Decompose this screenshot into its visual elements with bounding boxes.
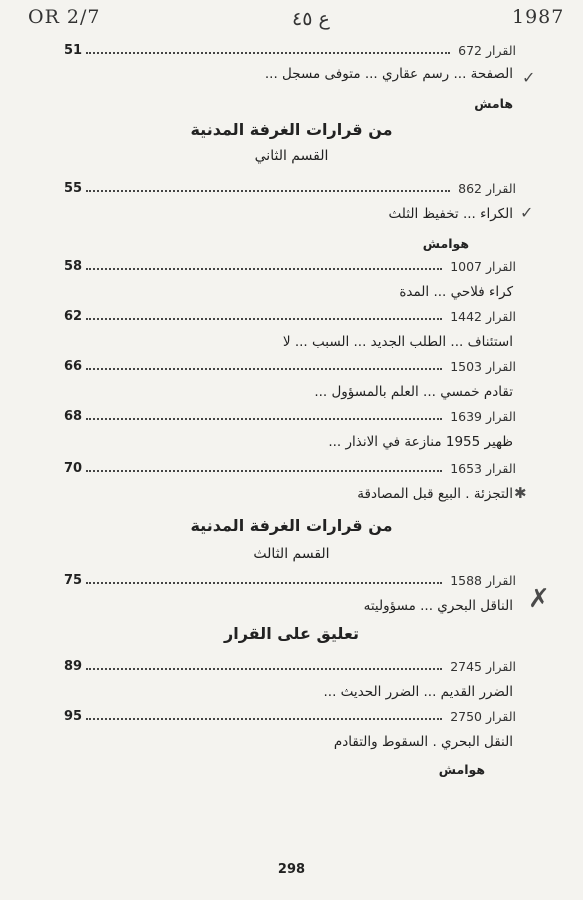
handwritten-ref: OR 2/7 xyxy=(28,6,101,28)
section-heading: من قرارات الغرفة المدنية xyxy=(190,120,393,139)
leader-dots xyxy=(86,318,442,320)
check-mark-icon: ✓ xyxy=(522,68,536,87)
toc-row[interactable] xyxy=(64,356,516,374)
decision-number: القرار 2750 xyxy=(450,709,516,724)
decision-number: القرار 1503 xyxy=(450,359,516,374)
decision-number: القرار 1588 xyxy=(450,573,516,588)
decision-number: القرار 1639 xyxy=(450,409,516,424)
toc-row[interactable] xyxy=(64,458,516,476)
entry-note: هوامش xyxy=(438,762,485,777)
page-ref: 89 xyxy=(64,659,83,674)
handwritten-code: ع ٤٥ xyxy=(292,8,330,30)
entry-title: الصفحة ... رسم عقاري ... متوفى مسجل ... xyxy=(264,66,513,82)
page-number: 298 xyxy=(277,862,306,877)
page-ref: 70 xyxy=(64,461,83,476)
toc-row[interactable] xyxy=(64,406,516,424)
toc-row[interactable] xyxy=(64,306,516,324)
leader-dots xyxy=(86,418,442,420)
decision-number: القرار 1653 xyxy=(450,461,516,476)
star-mark-icon: ✱ xyxy=(514,484,527,502)
toc-row[interactable] xyxy=(64,706,516,724)
leader-dots xyxy=(86,190,450,192)
toc-row[interactable] xyxy=(64,178,516,196)
decision-number: القرار 1442 xyxy=(450,309,516,324)
entry-title: الناقل البحري ... مسؤوليته xyxy=(363,598,513,614)
entry-title: كراء فلاحي ... المدة xyxy=(399,284,513,300)
page-ref: 75 xyxy=(64,573,83,588)
entry-title: النقل البحري . السقوط والتقادم xyxy=(333,734,513,750)
entry-title: ظهير 1955 منازعة في الانذار ... xyxy=(328,434,513,450)
check-mark-icon: ✓ xyxy=(520,203,534,222)
leader-dots xyxy=(86,582,442,584)
entry-title: تقادم خمسي ... العلم بالمسؤول ... xyxy=(314,384,513,400)
entry-title: التجزئة . البيع قبل المصادقة xyxy=(357,486,513,502)
decision-number: القرار 862 xyxy=(458,181,516,196)
leader-dots xyxy=(86,368,442,370)
leader-dots xyxy=(86,718,442,720)
toc-row[interactable] xyxy=(64,40,516,58)
entry-title: الضرر القديم ... الضرر الحديث ... xyxy=(323,684,513,700)
page-ref: 55 xyxy=(64,181,83,196)
page-ref: 66 xyxy=(64,359,83,374)
section-subheading: القسم الثالث xyxy=(253,546,330,562)
toc-row[interactable] xyxy=(64,656,516,674)
page-ref: 95 xyxy=(64,709,83,724)
cross-mark-icon: ✗ xyxy=(528,584,550,614)
leader-dots xyxy=(86,668,442,670)
decision-number: القرار 672 xyxy=(458,43,516,58)
section-subheading: القسم الثاني xyxy=(254,148,329,164)
entry-title: استئناف ... الطلب الجديد ... السبب ... لا xyxy=(282,334,513,350)
handwritten-year: 1987 xyxy=(512,6,565,28)
page-ref: 68 xyxy=(64,409,83,424)
decision-number: القرار 2745 xyxy=(450,659,516,674)
entry-note: هامش xyxy=(474,96,513,111)
leader-dots xyxy=(86,52,450,54)
leader-dots xyxy=(86,470,442,472)
page-ref: 62 xyxy=(64,309,83,324)
section-heading: من قرارات الغرفة المدنية xyxy=(190,516,393,535)
entry-note: هوامش xyxy=(422,236,469,251)
page-ref: 58 xyxy=(64,259,83,274)
toc-row[interactable] xyxy=(64,256,516,274)
decision-number: القرار 1007 xyxy=(450,259,516,274)
toc-row[interactable] xyxy=(64,570,516,588)
entry-title: الكراء ... تخفيظ الثلث xyxy=(388,206,513,222)
section-heading: تعليق على القرار xyxy=(224,624,359,643)
page-ref: 51 xyxy=(64,43,83,58)
leader-dots xyxy=(86,268,442,270)
